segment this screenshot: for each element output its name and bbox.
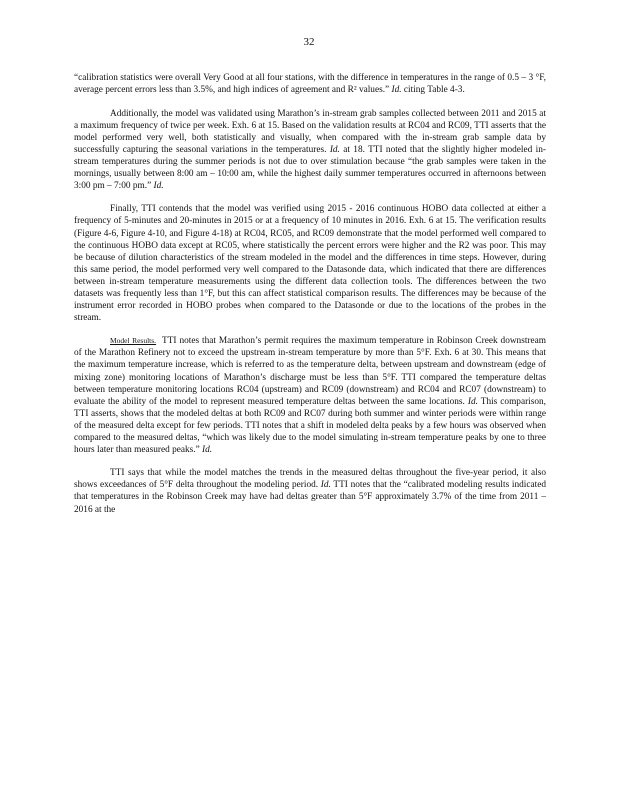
citation-id: Id.	[467, 396, 478, 407]
paragraph-model-validation: Additionally, the model was validated using Marathon’s in-stream grab samples collected between 2011 and 2015 at a maximum frequency of twice per week. Exh. 6 at 15. Based on the validation results at RC04 and RC09, TTI asserts that the model performed very well, both statistically and visually, when compared with the in-stream grab sample data by successfully capturing the seasonal variations in the temperatures. Id. at 18. TTI noted that the slightly higher modeled in-stream temperatures during the summer periods is not due to over stimulation because “the grab samples were taken in the mornings, usually between 8:00 am – 10:00 am, while the highest daily summer temperatures occurred in afternoons between 3:00 pm – 7:00 pm.” Id.	[74, 108, 546, 191]
paragraph-calibration-statistics: “calibration statistics were overall Very Good at all four stations, with the difference in temperatures in the range of 0.5 – 3 °F, average percent errors less than 3.5%, and high indices of agreement and R² values.” Id. citing Table 4-3.	[74, 73, 546, 96]
page-number: 32	[303, 36, 315, 48]
citation-id: Id.	[202, 444, 213, 455]
section-heading-model-results: Model Results.	[110, 336, 157, 346]
citation-id: Id.	[391, 85, 402, 96]
paragraph-model-results-text: TTI notes that Marathon’s permit requires the maximum temperature in Robinson Creek downstream of the Marathon Refinery not to exceed the upstream in-stream temperature by more than 5°F. Exh. 6 at 30. This means that the maximum temperature increase, which is referred to as the temperature delta, between upstream and downstream (edge of mixing zone) monitoring locations of Marathon’s discharge must be less than 5°F. TTI compared the temperature deltas between temperature monitoring locations RC04 (upstream) and RC09 (downstream) and RC04 and RC07 (downstream) to evaluate the ability of the model to represent measured temperature deltas between the same locations. Id. This comparison, TTI asserts, shows that the modeled deltas at both RC09 and RC07 during both summer and winter periods were within range of the measured delta except for few periods. TTI notes that a shift in modeled delta peaks by a few hours was observed when compared to the measured deltas, “which was likely due to the model simulating in-stream temperature peaks by one to three hours later than measured peaks.” Id.	[74, 336, 546, 455]
paragraph-model-verification: Finally, TTI contends that the model was verified using 2015 - 2016 continuous HOBO data collected at either a frequency of 5-minutes and 20-minutes in 2015 or at a frequency of 10 minutes in 2016. Exh. 6 at 15. The verification results (Figure 4-6, Figure 4-10, and Figure 4-18) at RC04, RC05, and RC09 demonstrate that the model performed well compared to the continuous HOBO data except at RC05, where statistically the percent errors were higher and the R2 was poor. This may be because of dilution characteristics of the stream modeled in the model and the differences in time steps. However, during this same period, the model performed very well compared to the Datasonde data, which indicated that there are differences between in-stream temperature measurements using the different data collection tools. The differences between the two datasets was frequently less than 1°F, but this can affect statistical comparison results. The differences may be because of the instrument error recorded in HOBO probes when compared to the Datasonde or due to the locations of the probes in the stream.	[74, 204, 546, 323]
document-body	[74, 72, 546, 527]
citation-id: Id.	[153, 180, 164, 191]
paragraph-model-results	[74, 335, 546, 455]
paragraph-exceedances: TTI says that while the model matches the trends in the measured deltas throughout the five-year period, it also shows exceedances of 5°F delta throughout the modeling period. Id. TTI notes that the “calibrated modeling results indicated that temperatures in the Robinson Creek may have had deltas greater than 5°F approximately 3.7% of the time from 2011 – 2016 at the	[74, 468, 547, 515]
citation-id: Id.	[320, 480, 331, 491]
citation-id: Id.	[329, 144, 340, 155]
